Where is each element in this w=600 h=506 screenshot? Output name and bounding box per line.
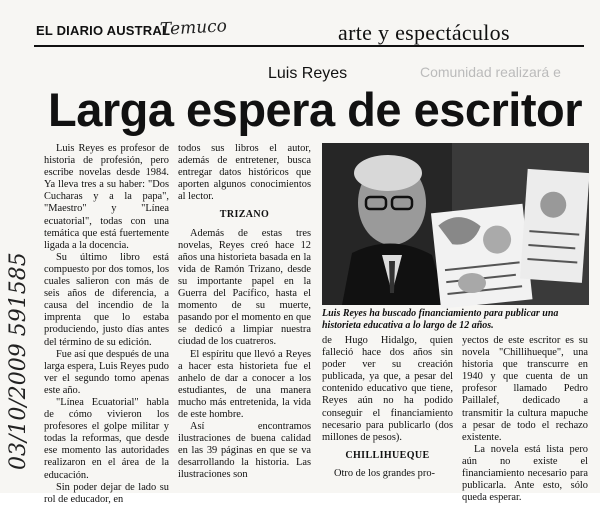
paragraph: Sin poder dejar de lado su rol de educador, en (44, 481, 169, 505)
subheading-trizano: TRIZANO (219, 209, 270, 221)
header-rule (34, 45, 584, 47)
article-title: Larga espera de escritor (48, 83, 582, 136)
handwritten-city-note: Temuco (159, 16, 228, 40)
paragraph: Otro de los grandes pro- (334, 467, 435, 479)
column-2 (178, 143, 311, 482)
paragraph: Fue así que después de una larga espera, Luis Reyes pudo ver el segundo tomo apenas este año. (44, 348, 169, 396)
paragraph: todos sus libros el autor, además de entretener, busca entregar datos históricos que aporten algunos conocimientos al lector. (178, 143, 311, 203)
photo-caption: Luis Reyes ha buscado financiamiento para publicar una historieta educativa a lo largo de 12 años. (322, 308, 559, 331)
paragraph: Además de estas tres novelas, Reyes creó hace 12 años una historieta basada en la vida de Ramón Trizano, desde su importante papel en la Guerra del Pacífico, hasta el momento de su muerte, pasando por el momento en que se dedicó a limpiar nuestra ciudad de los cuatreros. (178, 227, 311, 348)
photo-illustration (322, 143, 589, 305)
paragraph: yectos de este escritor es su novela "Chillihueque", una historia que transcurre en 1940 y que cuenta de un profesor llamado Pedro Paillalef, dedicado a transmitir la cultura mapuche a pesar de todo el rechazo existente. (462, 335, 588, 443)
column-3 (322, 335, 453, 480)
column-4 (462, 335, 588, 504)
bleed-through-text: Comunidad realizará e (420, 64, 561, 80)
column-1 (44, 143, 169, 506)
subheading-chillihueque: CHILLIHUEQUE (345, 449, 430, 461)
section-title: arte y espectáculos (338, 20, 510, 45)
paragraph: Así encontramos ilustraciones de buena calidad en las 39 páginas en que se va desarrollando la historia. Las ilustraciones son (178, 421, 311, 481)
paragraph: Su último libro está compuesto por dos tomos, los cuales salieron con más de seis años de diferencia, a causa del incendio de la imprenta que lo estaba produciendo, justo días antes del término de su edición. (44, 251, 169, 348)
paragraph: La novela está lista pero aún no existe el financiamiento necesario para publicarla. Ante esto, sólo queda esperar. (462, 443, 588, 504)
paragraph: de Hugo Hidalgo, quien falleció hace dos años sin poder ver su creación publicada, ya que, a pesar del contenido educativo que tiene, Reyes aún no ha podido conseguir el financiamiento necesario para publicarlo (dos millones de pesos). (322, 335, 453, 443)
paragraph: El espíritu que llevó a Reyes a hacer esta historieta fue el anhelo de dar a conocer a los estudiantes, de una manera mucho más entretenida, la vida de este hombre. (178, 348, 311, 420)
paragraph: Luis Reyes es profesor de historia de profesión, pero escribe novelas desde 1984. Ya lleva tres a su haber: "Dos Cucharas y a la papa", "Maestro" y "Línea ecuatorial", todas con una temática que está fuertemente ligada a la docencia. (44, 143, 169, 251)
paragraph: "Línea Ecuatorial" habla de cómo vivieron los profesores el golpe militar y todas la reformas, que desde ese momento las autoridades realizaron en el área de la educación. (44, 396, 169, 481)
handwritten-margin-note: 03/10/2009 591585 (6, 252, 31, 470)
newspaper-name: EL DIARIO AUSTRAL (36, 23, 171, 38)
author-photo (322, 143, 589, 305)
author-name: Luis Reyes (268, 65, 348, 82)
